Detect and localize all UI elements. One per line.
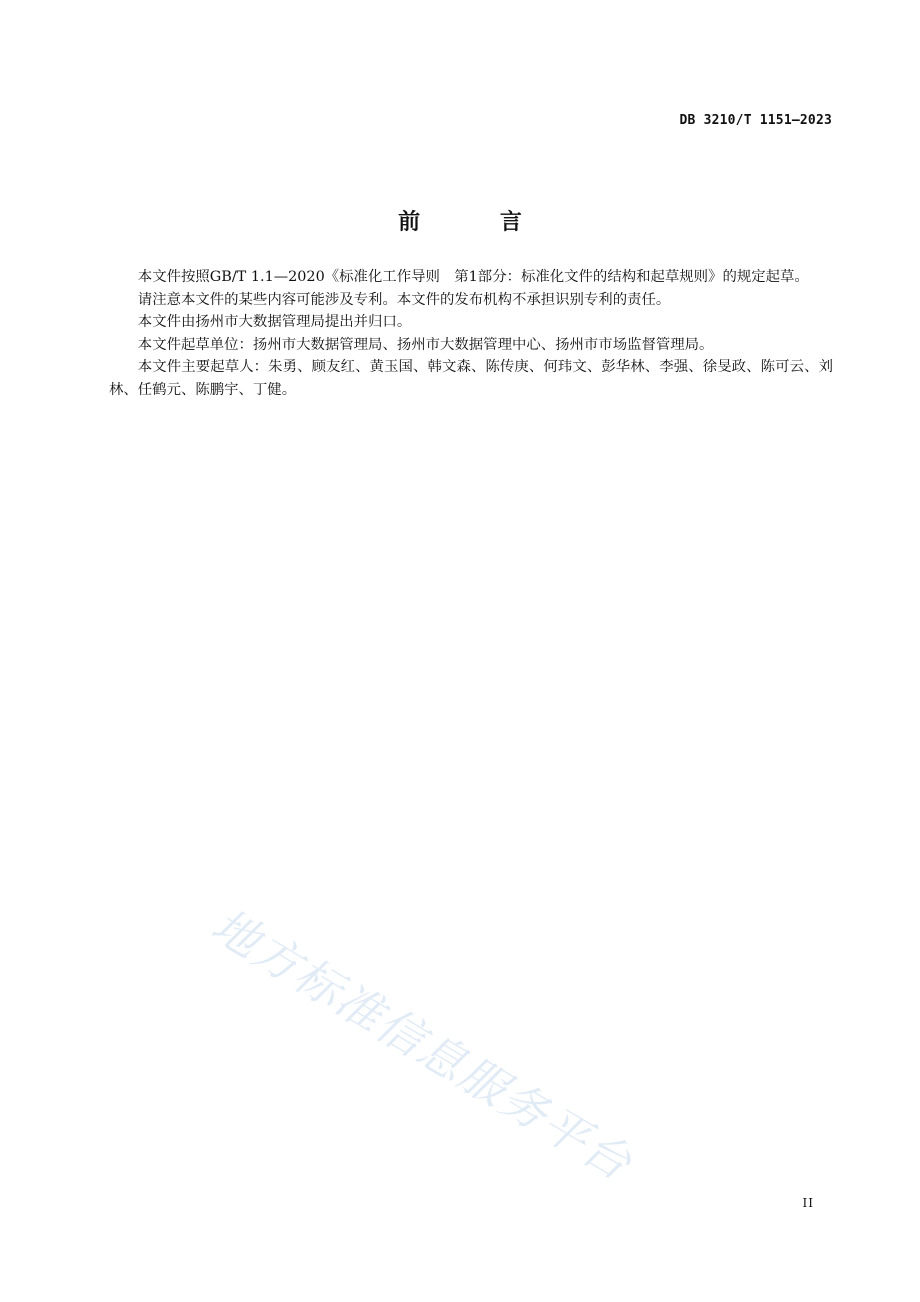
standard-code: DB 3210/T 1151—2023 bbox=[679, 113, 832, 128]
paragraph-proposer: 本文件由扬州市大数据管理局提出并归口。 bbox=[137, 314, 412, 331]
paragraph-patent-notice: 请注意本文件的某些内容可能涉及专利。本文件的发布机构不承担识别专利的责任。 bbox=[137, 291, 671, 308]
page-title: 前 言 bbox=[398, 209, 558, 235]
page-number: II bbox=[802, 1196, 814, 1210]
preface-body bbox=[109, 266, 833, 402]
paragraph-drafting-units: 本文件起草单位：扬州市大数据管理局、扬州市大数据管理中心、扬州市市场监督管理局。 bbox=[137, 336, 714, 353]
watermark: 地方标准信息服务平台 bbox=[202, 897, 642, 1192]
paragraph-drafting-basis: 本文件按照GB/T 1.1—2020《标准化工作导则 第1部分：标准化文件的结构和起草规则》的规定起草。 bbox=[137, 269, 809, 285]
paragraph-drafters: 本文件主要起草人：朱勇、顾友红、黄玉国、韩文森、陈传庚、何玮文、彭华林、李强、徐旻政、陈可云、刘林、任鹤元、陈鹏宇、丁健。 bbox=[109, 359, 833, 398]
